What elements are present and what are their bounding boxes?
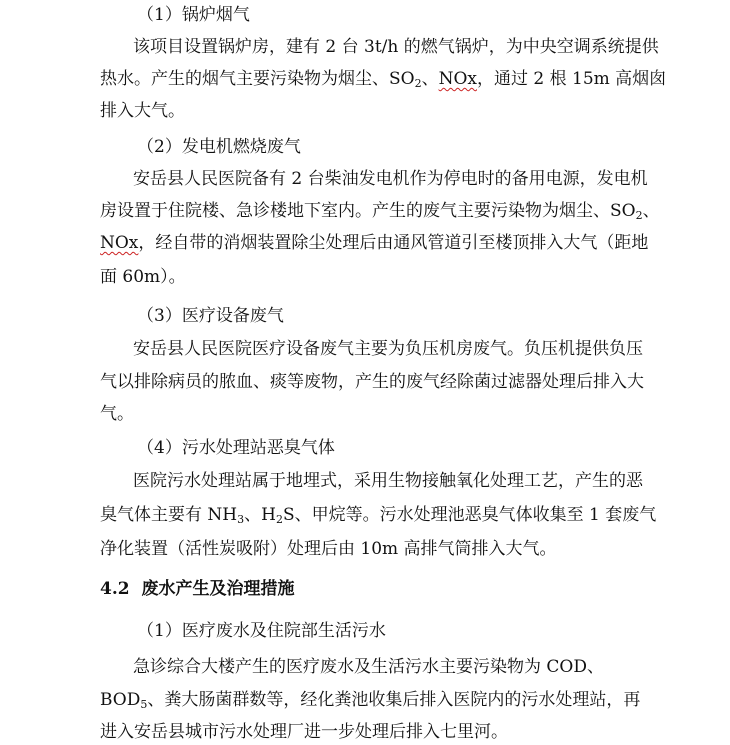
- spellcheck-marked-term: NOx: [100, 233, 139, 253]
- subscript: 5: [140, 698, 148, 711]
- heading-generator-exhaust: （2）发电机燃烧废气: [137, 137, 301, 157]
- paragraph-line: 急诊综合大楼产生的医疗废水及生活污水主要污染物为 COD、: [133, 657, 604, 677]
- paragraph-line: [100, 689, 660, 711]
- subscript: 2: [414, 77, 422, 90]
- paragraph-line: 排入大气。: [100, 101, 185, 121]
- section-number: 4.2: [100, 579, 130, 599]
- paragraph-line: [100, 68, 667, 90]
- section-title: 废水产生及治理措施: [141, 579, 295, 599]
- paragraph-line: 安岳县人民医院医疗设备废气主要为负压机房废气。负压机提供负压: [133, 339, 643, 359]
- heading-medical-equipment-exhaust: （3）医疗设备废气: [137, 306, 284, 326]
- paragraph-line: 净化装置（活性炭吸附）处理后由 10m 高排气筒排入大气。: [100, 539, 557, 559]
- subscript: 3: [237, 513, 245, 526]
- spellcheck-marked-term: NOx: [438, 69, 477, 89]
- paragraph-line: 医院污水处理站属于地埋式，采用生物接触氧化处理工艺，产生的恶: [133, 471, 643, 491]
- text-run: ，经自带的消烟装置除尘处理后由通风管道引至楼顶排入大气（距地: [138, 233, 649, 253]
- subscript: 2: [635, 209, 643, 222]
- text-run: 臭气体主要有 NH: [100, 505, 238, 525]
- subscript: 2: [275, 513, 283, 526]
- text-run: ，通过 2 根 15m 高烟囱: [477, 69, 667, 89]
- paragraph-line: [100, 504, 660, 526]
- text-run: BOD: [100, 690, 141, 710]
- paragraph-line: [100, 232, 660, 254]
- paragraph-line: 进入安岳县城市污水处理厂进一步处理后排入七里河。: [100, 722, 508, 742]
- paragraph-line: 气以排除病员的脓血、痰等废物，产生的废气经除菌过滤器处理后排入大: [100, 372, 644, 392]
- paragraph-line: 该项目设置锅炉房，建有 2 台 3t/h 的燃气锅炉，为中央空调系统提供: [133, 37, 659, 57]
- text-run: 、粪大肠菌群数等，经化粪池收集后排入医院内的污水处理站，再: [147, 690, 641, 710]
- text-run: 、: [642, 201, 660, 221]
- text-run: 热水。产生的烟气主要污染物为烟尘、SO: [100, 69, 415, 89]
- text-run: 房设置于住院楼、急诊楼地下室内。产生的废气主要污染物为烟尘、SO: [100, 201, 636, 221]
- section-heading-4-2: [100, 578, 295, 600]
- text-run: S、甲烷等。污水处理池恶臭气体收集至 1 套废气: [282, 505, 657, 525]
- paragraph-line: 面 60m）。: [100, 267, 186, 287]
- paragraph-line: [100, 200, 660, 222]
- paragraph-line: 气。: [100, 404, 134, 424]
- text-run: 、: [421, 69, 439, 89]
- heading-medical-wastewater: （1）医疗废水及住院部生活污水: [137, 621, 386, 641]
- heading-wastewater-odor: （4）污水处理站恶臭气体: [137, 438, 335, 458]
- heading-boiler-flue-gas: （1）锅炉烟气: [137, 5, 250, 25]
- text-run: 、H: [244, 505, 276, 525]
- paragraph-line: 安岳县人民医院备有 2 台柴油发电机作为停电时的备用电源，发电机: [133, 169, 648, 189]
